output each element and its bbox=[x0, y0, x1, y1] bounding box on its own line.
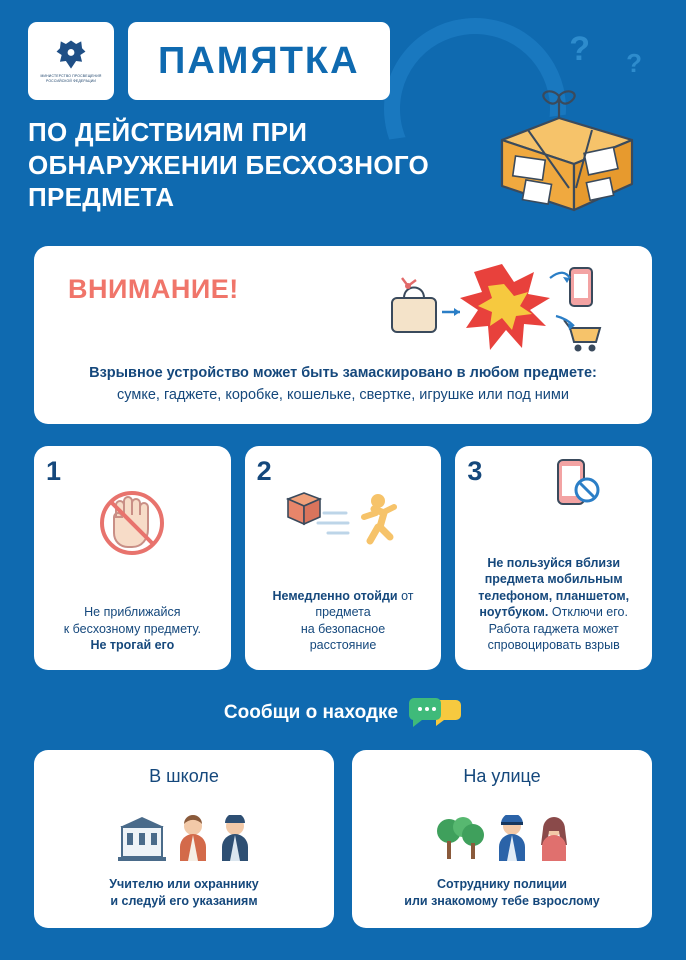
attention-line-2: сумке, гаджете, коробке, кошельке, свертке, игрушке или под ними bbox=[117, 386, 569, 403]
running-person-icon bbox=[278, 487, 408, 561]
russian-coat-of-arms-icon bbox=[54, 38, 88, 72]
step-number: 1 bbox=[46, 455, 62, 486]
report-label: Сообщи о находке bbox=[223, 701, 399, 723]
handbag-icon bbox=[392, 278, 436, 332]
police-officer-icon bbox=[495, 815, 529, 863]
teacher-icon bbox=[176, 815, 210, 863]
step-text-bold: Немедленно отойди bbox=[272, 588, 398, 603]
explosion-icon bbox=[460, 264, 550, 350]
smartphone-icon bbox=[570, 268, 592, 306]
step-text-3 bbox=[467, 555, 640, 654]
speech-bubbles-icon bbox=[408, 696, 462, 730]
school-building-icon bbox=[116, 813, 168, 863]
place-text: Учителю или охраннику и следуй его указаниям bbox=[109, 876, 259, 908]
ministry-emblem bbox=[28, 22, 114, 100]
step-text-2 bbox=[257, 588, 430, 654]
trees-icon bbox=[433, 813, 487, 863]
emblem-caption: МИНИСТЕРСТВО ПРОСВЕЩЕНИЯ РОССИЙСКОЙ ФЕДЕРАЦИИ bbox=[40, 73, 102, 83]
step-card-1 bbox=[34, 446, 231, 670]
places-row bbox=[34, 750, 652, 928]
step-text-1 bbox=[46, 604, 219, 654]
question-mark-icon: ? bbox=[569, 30, 590, 68]
attention-heading: ВНИМАНИЕ! bbox=[68, 273, 239, 304]
step-number: 2 bbox=[256, 455, 272, 486]
adult-woman-icon bbox=[537, 815, 571, 863]
place-title: В школе bbox=[149, 765, 219, 786]
report-row bbox=[0, 696, 686, 730]
question-mark-icon: ? bbox=[626, 48, 642, 78]
step-card-3 bbox=[455, 446, 652, 670]
step-card-2 bbox=[245, 446, 442, 670]
page-subtitle: ПО ДЕЙСТВИЯМ ПРИ ОБНАРУЖЕНИИ БЕСХОЗНОГО ПРЕДМЕТА bbox=[28, 117, 430, 212]
page-title: ПАМЯТКА bbox=[158, 40, 360, 82]
attention-card bbox=[34, 246, 652, 424]
step-text-plain: от предмета на безопасное расстояние bbox=[300, 588, 414, 652]
place-card-street bbox=[352, 750, 652, 928]
step-text-bold: Не пользуйся вблизи предмета мобильным телефоном, планшетом, ноутбуком. bbox=[478, 555, 630, 619]
place-title: На улице bbox=[463, 765, 541, 786]
security-guard-icon bbox=[218, 815, 252, 863]
step-text-bold: Не трогай его bbox=[90, 638, 175, 652]
runner-figure bbox=[364, 494, 394, 541]
attention-line-1: Взрывное устройство может быть замаскировано в любом предмете: bbox=[89, 364, 597, 381]
steps-row bbox=[34, 446, 652, 670]
step-number: 3 bbox=[467, 455, 483, 486]
no-touch-hand-icon bbox=[92, 487, 172, 561]
title-badge bbox=[128, 22, 390, 100]
place-card-school bbox=[34, 750, 334, 928]
explosion-illustration bbox=[374, 256, 624, 361]
phone-disabled-icon bbox=[546, 456, 606, 516]
step-text-plain: Не приближайся к бесхозному предмету. bbox=[63, 605, 201, 636]
step-text-plain: Отключи его. Работа гаджета может спровоцировать взрыв bbox=[487, 605, 628, 652]
place-text: Сотруднику полиции или знакомому тебе взрослому bbox=[404, 876, 600, 908]
parcel-box-small-icon bbox=[288, 493, 320, 524]
poster-header bbox=[0, 0, 686, 214]
